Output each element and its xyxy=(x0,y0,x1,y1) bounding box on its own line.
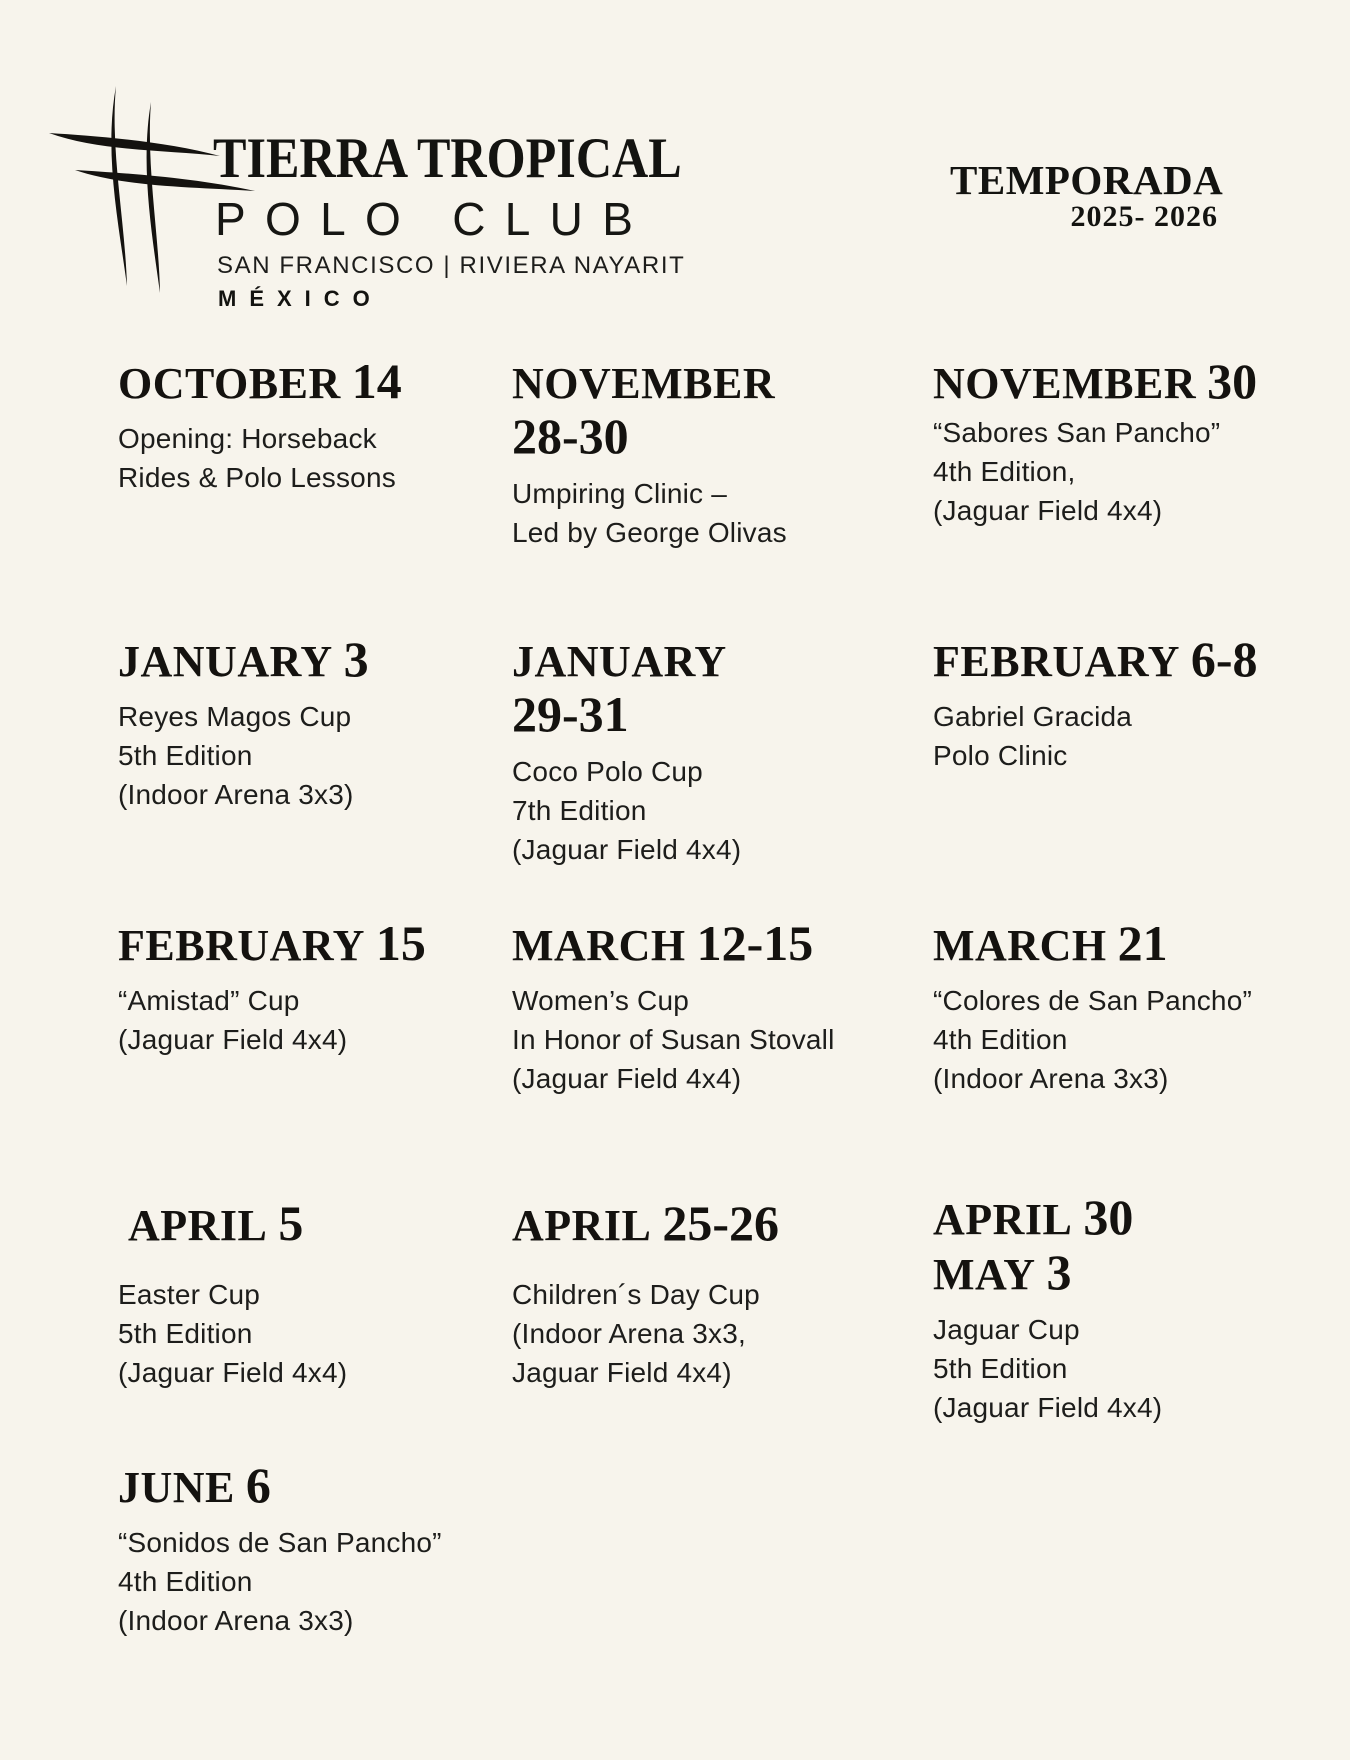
event-month: FEBRUARY xyxy=(933,637,1180,686)
event-date-heading xyxy=(933,916,1333,971)
event-november-28-30 xyxy=(512,354,912,552)
event-month: OCTOBER xyxy=(118,359,341,408)
event-month: FEBRUARY xyxy=(118,921,365,970)
event-detail-line: 4th Edition xyxy=(118,1566,253,1598)
event-details xyxy=(933,981,1333,1099)
event-details xyxy=(118,981,478,1059)
event-month: JANUARY xyxy=(512,637,727,686)
event-details xyxy=(512,474,912,552)
event-month: MARCH xyxy=(933,921,1107,970)
event-details xyxy=(118,1275,488,1393)
event-month: NOVEMBER xyxy=(512,359,776,408)
event-march-21 xyxy=(933,916,1333,1099)
event-detail-line: In Honor of Susan Stovall xyxy=(512,1024,835,1056)
club-country: MÉXICO xyxy=(218,286,383,311)
event-detail-line: Gabriel Gracida xyxy=(933,701,1133,732)
event-november-30 xyxy=(933,354,1333,531)
event-date-heading xyxy=(512,409,912,464)
event-dates: 15 xyxy=(375,915,426,971)
event-detail-line: Opening: Horseback xyxy=(118,423,377,454)
event-detail-line: (Indoor Arena 3x3) xyxy=(118,779,354,811)
event-detail-line: Led by George Olivas xyxy=(512,517,787,549)
event-detail-line: (Jaguar Field 4x4) xyxy=(933,1392,1163,1424)
event-january-3 xyxy=(118,632,478,815)
event-details xyxy=(933,1310,1333,1428)
event-month: APRIL xyxy=(512,1201,652,1250)
event-detail-line: 5th Edition xyxy=(118,1318,253,1350)
event-detail-line: Women’s Cup xyxy=(512,985,690,1016)
event-dates: 6 xyxy=(245,1457,271,1513)
event-detail-line: Children´s Day Cup xyxy=(512,1279,760,1310)
event-october-14 xyxy=(118,354,478,497)
event-detail-line: Reyes Magos Cup xyxy=(118,701,352,732)
event-detail-line: (Jaguar Field 4x4) xyxy=(512,834,742,866)
event-date-heading xyxy=(118,354,478,409)
event-detail-line: (Indoor Arena 3x3, xyxy=(512,1318,746,1350)
event-dates: 25-26 xyxy=(662,1195,780,1251)
event-date-heading xyxy=(512,632,912,687)
event-detail-line: 4th Edition, xyxy=(933,456,1076,488)
event-details xyxy=(118,697,478,815)
event-detail-line: Umpiring Clinic – xyxy=(512,478,728,509)
event-date-heading xyxy=(512,1196,912,1251)
event-details xyxy=(512,1275,912,1393)
event-february-6-8 xyxy=(933,632,1333,775)
event-detail-line: Easter Cup xyxy=(118,1279,261,1310)
event-detail-line: (Jaguar Field 4x4) xyxy=(933,495,1163,527)
event-detail-line: 5th Edition xyxy=(118,740,253,772)
event-february-15 xyxy=(118,916,478,1059)
season-years: 2025- 2026 xyxy=(1070,200,1218,234)
event-date-heading xyxy=(933,632,1333,687)
club-location: SAN FRANCISCO | RIVIERA NAYARIT xyxy=(217,252,686,279)
event-date-heading xyxy=(118,1458,538,1513)
event-detail-line: Coco Polo Cup xyxy=(512,756,703,787)
event-june-6 xyxy=(118,1458,538,1641)
event-detail-line: “Sabores San Pancho” xyxy=(933,417,1221,448)
club-type: POLO CLUB xyxy=(215,193,653,245)
event-details xyxy=(512,981,912,1099)
event-date-heading xyxy=(128,1196,488,1251)
event-date-heading xyxy=(118,916,478,971)
event-dates: 3 xyxy=(1046,1244,1072,1300)
event-details xyxy=(118,1523,538,1641)
event-month: JANUARY xyxy=(118,637,333,686)
event-detail-line: 7th Edition xyxy=(512,795,647,827)
event-detail-line: 4th Edition xyxy=(933,1024,1068,1056)
event-details xyxy=(933,413,1333,531)
event-dates: 12-15 xyxy=(696,915,814,971)
event-dates: 14 xyxy=(351,353,402,409)
event-detail-line: Jaguar Field 4x4) xyxy=(512,1357,732,1389)
event-month: APRIL xyxy=(128,1201,268,1250)
event-april-5 xyxy=(118,1195,488,1393)
event-month: JUNE xyxy=(118,1463,235,1512)
club-name: TIERRA TROPICAL xyxy=(213,127,682,190)
event-details xyxy=(512,752,912,870)
event-date-heading xyxy=(512,354,912,409)
event-dates: 28-30 xyxy=(512,408,629,464)
event-month: MAY xyxy=(933,1250,1036,1299)
event-detail-line: “Amistad” Cup xyxy=(118,985,300,1016)
event-detail-line: (Indoor Arena 3x3) xyxy=(118,1605,354,1637)
event-dates: 21 xyxy=(1117,915,1168,971)
event-dates: 29-31 xyxy=(512,686,629,742)
event-date-heading xyxy=(933,1190,1333,1245)
event-month: APRIL xyxy=(933,1195,1073,1244)
event-april-30-may-3 xyxy=(933,1190,1333,1428)
event-january-29-31 xyxy=(512,632,912,870)
event-march-12-15 xyxy=(512,916,912,1099)
event-detail-line: (Jaguar Field 4x4) xyxy=(118,1357,348,1389)
event-april-25-26 xyxy=(512,1196,912,1393)
event-detail-line: “Colores de San Pancho” xyxy=(933,985,1252,1016)
event-dates: 3 xyxy=(343,631,369,687)
event-detail-line: Jaguar Cup xyxy=(933,1314,1080,1345)
event-detail-line: “Sonidos de San Pancho” xyxy=(118,1527,442,1558)
event-month: MARCH xyxy=(512,921,686,970)
event-date-heading xyxy=(512,687,912,742)
event-date-heading xyxy=(933,1245,1333,1300)
event-detail-line: Rides & Polo Lessons xyxy=(118,462,396,494)
season-label: TEMPORADA xyxy=(950,157,1224,203)
event-detail-line: (Jaguar Field 4x4) xyxy=(512,1063,742,1095)
event-details xyxy=(118,419,478,497)
event-dates: 6-8 xyxy=(1190,631,1258,687)
event-details xyxy=(933,697,1333,775)
event-date-heading xyxy=(118,632,478,687)
event-month: NOVEMBER xyxy=(933,359,1197,408)
event-dates: 30 xyxy=(1083,1189,1134,1245)
event-dates: 30 xyxy=(1207,353,1258,409)
event-date-heading xyxy=(512,916,912,971)
event-detail-line: (Indoor Arena 3x3) xyxy=(933,1063,1169,1095)
event-date-heading xyxy=(933,354,1333,409)
event-dates: 5 xyxy=(278,1195,304,1251)
event-detail-line: Polo Clinic xyxy=(933,740,1068,772)
event-detail-line: 5th Edition xyxy=(933,1353,1068,1385)
season-block xyxy=(950,157,1224,234)
event-detail-line: (Jaguar Field 4x4) xyxy=(118,1024,348,1056)
